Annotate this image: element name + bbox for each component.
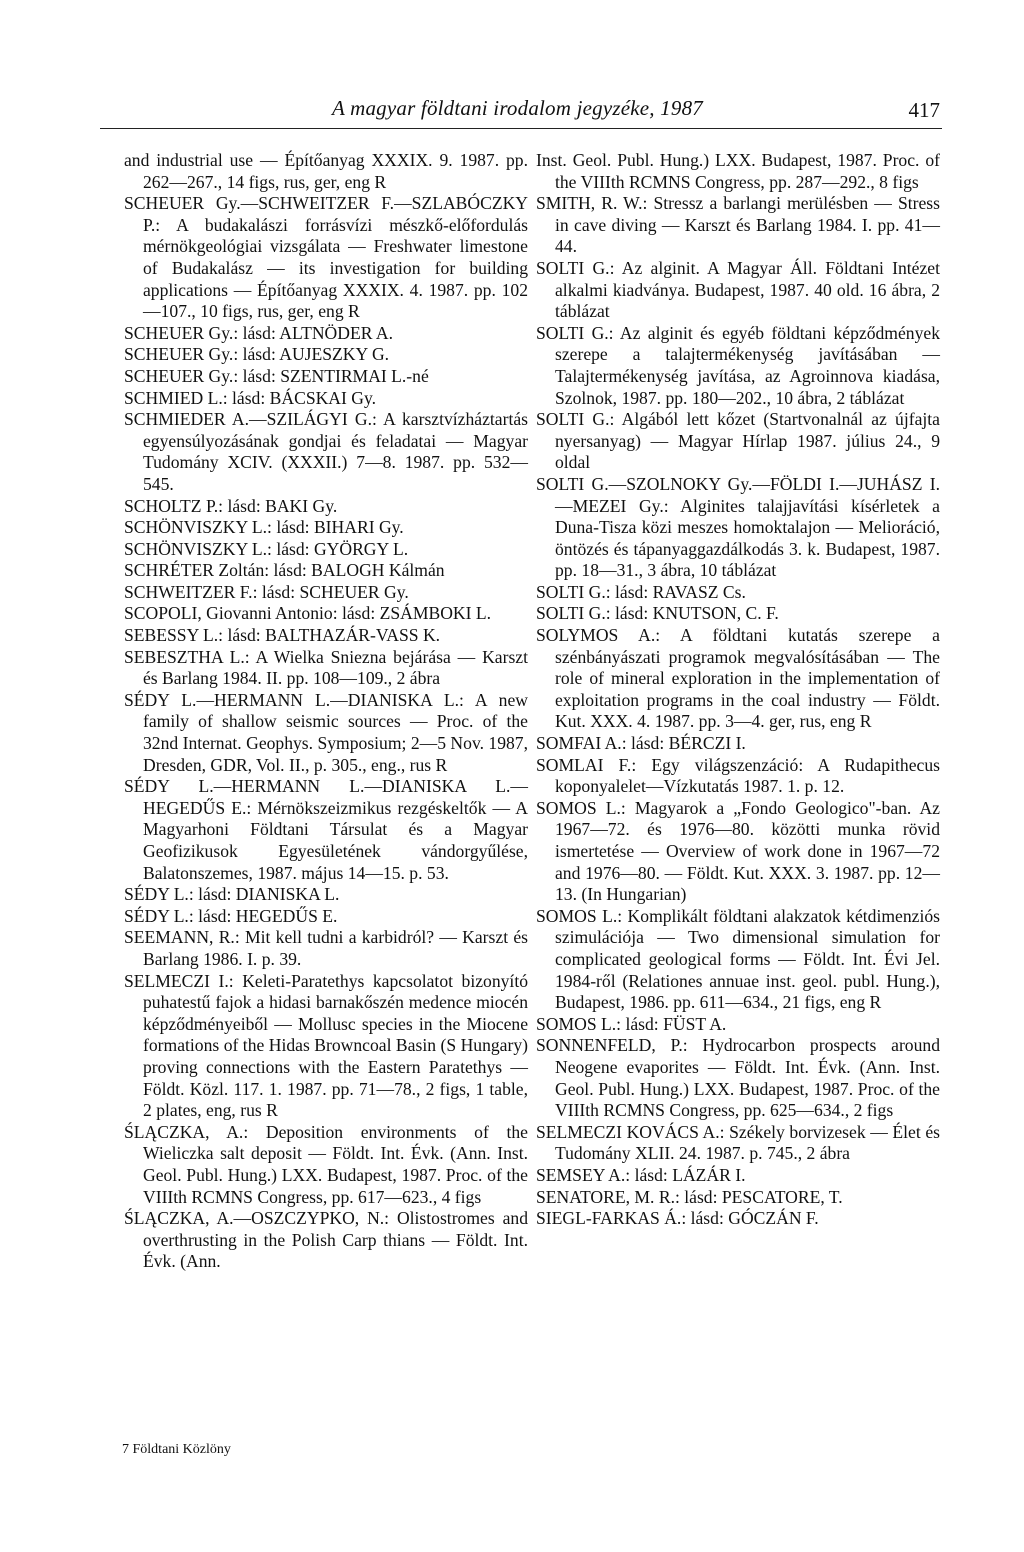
- left-column: [124, 150, 528, 1273]
- bibliography-entry: ŚLĄCZKA, A.: Deposition environments of the Wieliczka salt deposit — Földt. Int. Évk. (Ann. Inst. Geol. Publ. Hung.) LXX. Budapest, 1987. Proc. of the VIIIth RCMNS Congress, pp. 617—623., 4 figs: [124, 1121, 528, 1207]
- page-number: 417: [908, 98, 940, 122]
- bibliography-entry: SCHWEITZER F.: lásd: SCHEUER Gy.: [124, 581, 409, 602]
- bibliography-entry: SCHMIED L.: lásd: BÁCSKAI Gy.: [124, 387, 377, 408]
- bibliography-entry: SONNENFELD, P.: Hydrocarbon prospects around Neogene evaporites — Földt. Int. Évk. (Ann. Inst. Geol. Publ. Hung.) LXX. Budapest, 1987. Proc. of the VIIIth RCMNS Congress, pp. 625—634., 2 figs: [536, 1035, 940, 1121]
- bibliography-entry: SOLTI G.: lásd: RAVASZ Cs.: [536, 581, 746, 602]
- bibliography-entry: SCOPOLI, Giovanni Antonio: lásd: ZSÁMBOKI L.: [124, 603, 492, 624]
- bibliography-entry: SELMECZI I.: Keleti-Paratethys kapcsolatot bizonyító puhatestű fajok a hidasi barnakőszén medence miocén képződményeiből — Mollusc species in the Miocene formations of the Hidas Browncoal Basin (S Hungary) proving connections with the Eastern Paratethys — Földt. Közl. 117. 1. 1987. pp. 71—78., 2 figs, 1 table, 2 plates, eng, rus R: [124, 970, 528, 1121]
- bibliography-entry: SEBESZTHA L.: A Wielka Sniezna bejárása — Karszt és Barlang 1984. II. pp. 108—109., 2 ábra: [124, 646, 528, 689]
- bibliography-entry: SOLTI G.: lásd: KNUTSON, C. F.: [536, 603, 779, 624]
- bibliography-entry: SCHEUER Gy.: lásd: SZENTIRMAI L.-né: [124, 365, 429, 386]
- bibliography-entry: SCHEUER Gy.: lásd: AUJESZKY G.: [124, 344, 390, 365]
- right-column: [536, 150, 940, 1230]
- bibliography-entry: SIEGL-FARKAS Á.: lásd: GÓCZÁN F.: [536, 1208, 819, 1229]
- bibliography-entry: SEMSEY A.: lásd: LÁZÁR I.: [536, 1164, 746, 1185]
- bibliography-entry: SÉDY L.—HERMANN L.—DIANISKA L.: A new family of shallow seismic sources — Proc. of the 32nd Internat. Geophys. Symposium; 2—5 Nov. 1987, Dresden, GDR, Vol. II., p. 305., eng., rus R: [124, 689, 528, 775]
- bibliography-entry: SEBESSY L.: lásd: BALTHAZÁR-VASS K.: [124, 625, 441, 646]
- bibliography-entry: SÉDY L.: lásd: HEGEDŰS E.: [124, 905, 338, 926]
- bibliography-entry: SÉDY L.: lásd: DIANISKA L.: [124, 884, 340, 905]
- page-header: [100, 96, 940, 126]
- bibliography-entry: Inst. Geol. Publ. Hung.) LXX. Budapest, 1987. Proc. of the VIIIth RCMNS Congress, pp. 287—292., 8 figs: [536, 150, 940, 192]
- bibliography-entry: SCHOLTZ P.: lásd: BAKI Gy.: [124, 495, 338, 516]
- bibliography-entry: SCHEUER Gy.—SCHWEITZER F.—SZLABÓCZKY P.: A budakalászi forrásvízi mészkő-előfordulás mérnökgeológiai vizsgálata — Freshwater limestone of Budakalász — its investigation for building applications — Építőanyag XXXIX. 4. 1987. pp. 102—107., 10 figs, rus, ger, eng R: [124, 193, 528, 322]
- bibliography-entry: SELMECZI KOVÁCS A.: Székely borvizesek — Élet és Tudomány XLII. 24. 1987. p. 745., 2 ábra: [536, 1121, 940, 1164]
- bibliography-entry: SOMFAI A.: lásd: BÉRCZI I.: [536, 733, 746, 754]
- bibliography-entry: SCHMIEDER A.—SZILÁGYI G.: A karsztvízháztartás egyensúlyozásának gondjai és feladatai — Magyar Tudomány XCIV. (XXXII.) 7—8. 1987. pp. 532—545.: [124, 409, 528, 494]
- running-title: A magyar földtani irodalom jegyzéke, 1987: [332, 96, 703, 120]
- bibliography-entry: SOLTI G.: Algából lett kőzet (Startvonalnál az újfajta nyersanyag) — Magyar Hírlap 1987. július 24., 9 oldal: [536, 409, 940, 473]
- bibliography-entry: and industrial use — Építőanyag XXXIX. 9. 1987. pp. 262—267., 14 figs, rus, ger, eng R: [124, 150, 528, 192]
- bibliography-entry: SCHRÉTER Zoltán: lásd: BALOGH Kálmán: [124, 560, 445, 581]
- bibliography-entry: SOMLAI F.: Egy világszenzáció: A Rudapithecus koponyalelet—Vízkutatás 1987. 1. p. 12.: [536, 754, 940, 797]
- bibliography-entry: SENATORE, M. R.: lásd: PESCATORE, T.: [536, 1186, 843, 1207]
- footer-signature: 7 Földtani Közlöny: [122, 1442, 231, 1457]
- bibliography-entry: SOLYMOS A.: A földtani kutatás szerepe a szénbányászati programok megvalósításában — The role of mineral exploration in the implementation of exploitation programs in the coal industry — Földt. Kut. XXX. 4. 1987. pp. 3—4. ger, rus, eng R: [536, 625, 940, 732]
- bibliography-entry: SCHÖNVISZKY L.: lásd: GYÖRGY L.: [124, 538, 409, 559]
- bibliography-entry: SOMOS L.: Komplikált földtani alakzatok kétdimenziós szimulációja — Two dimensional simulation for complicated geological forms — Földt. Int. Évi Jel. 1984-ről (Relationes annuae inst. geol. publ. Hung.), Budapest, 1986. pp. 611—634., 21 figs, eng R: [536, 905, 940, 1013]
- bibliography-entry: SOLTI G.: Az alginit. A Magyar Áll. Földtani Intézet alkalmi kiadványa. Budapest, 1987. 40 old. 16 ábra, 2 táblázat: [536, 257, 940, 322]
- bibliography-entry: SCHEUER Gy.: lásd: ALTNÖDER A.: [124, 322, 393, 343]
- bibliography-entry: SÉDY L.—HERMANN L.—DIANISKA L.—HEGEDŰS E.: Mérnökszeizmikus rezgéskeltők — A Magyarhoni Földtani Társulat és a Magyar Geofizikusok Egyesületének vándorgyűlése, Balatonszemes, 1987. május 14—15. p. 53.: [124, 776, 528, 883]
- bibliography-entry: ŚLĄCZKA, A.—OSZCZYPKO, N.: Olistostromes and overthrusting in the Polish Carp thians — Földt. Int. Évk. (Ann.: [124, 1208, 528, 1272]
- bibliography-entry: SMITH, R. W.: Stressz a barlangi merülésben — Stress in cave diving — Karszt és Barlang 1984. I. pp. 41—44.: [536, 193, 940, 257]
- bibliography-entry: SOMOS L.: lásd: FÜST A.: [536, 1013, 727, 1034]
- bibliography-entry: SOMOS L.: Magyarok a „Fondo Geologico"-ban. Az 1967—72. és 1976—80. közötti munka rövid ismertetése — Overview of work done in 1967—72 and 1976—80. — Földt. Kut. XXX. 3. 1987. pp. 12—13. (In Hungarian): [536, 797, 940, 905]
- bibliography-entry: SEEMANN, R.: Mit kell tudni a karbidról? — Karszt és Barlang 1986. I. p. 39.: [124, 927, 528, 969]
- header-rule: [100, 128, 942, 129]
- bibliography-entry: SOLTI G.—SZOLNOKY Gy.—FÖLDI I.—JUHÁSZ I.—MEZEI Gy.: Alginites talajjavítási kísérletek a Duna-Tisza közi meszes homoktalajon — Melioráció, öntözés és tápanyaggazdálkodás 3. k. Budapest, 1987. pp. 18—31., 3 ábra, 10 táblázat: [536, 473, 940, 581]
- bibliography-entry: SOLTI G.: Az alginit és egyéb földtani képződmények szerepe a talajtermékenység javításában — Talajtermékenység javítása, az Agroinnova kiadása, Szolnok, 1987. pp. 180—202., 10 ábra, 2 táblázat: [536, 322, 940, 408]
- bibliography-entry: SCHÖNVISZKY L.: lásd: BIHARI Gy.: [124, 517, 404, 538]
